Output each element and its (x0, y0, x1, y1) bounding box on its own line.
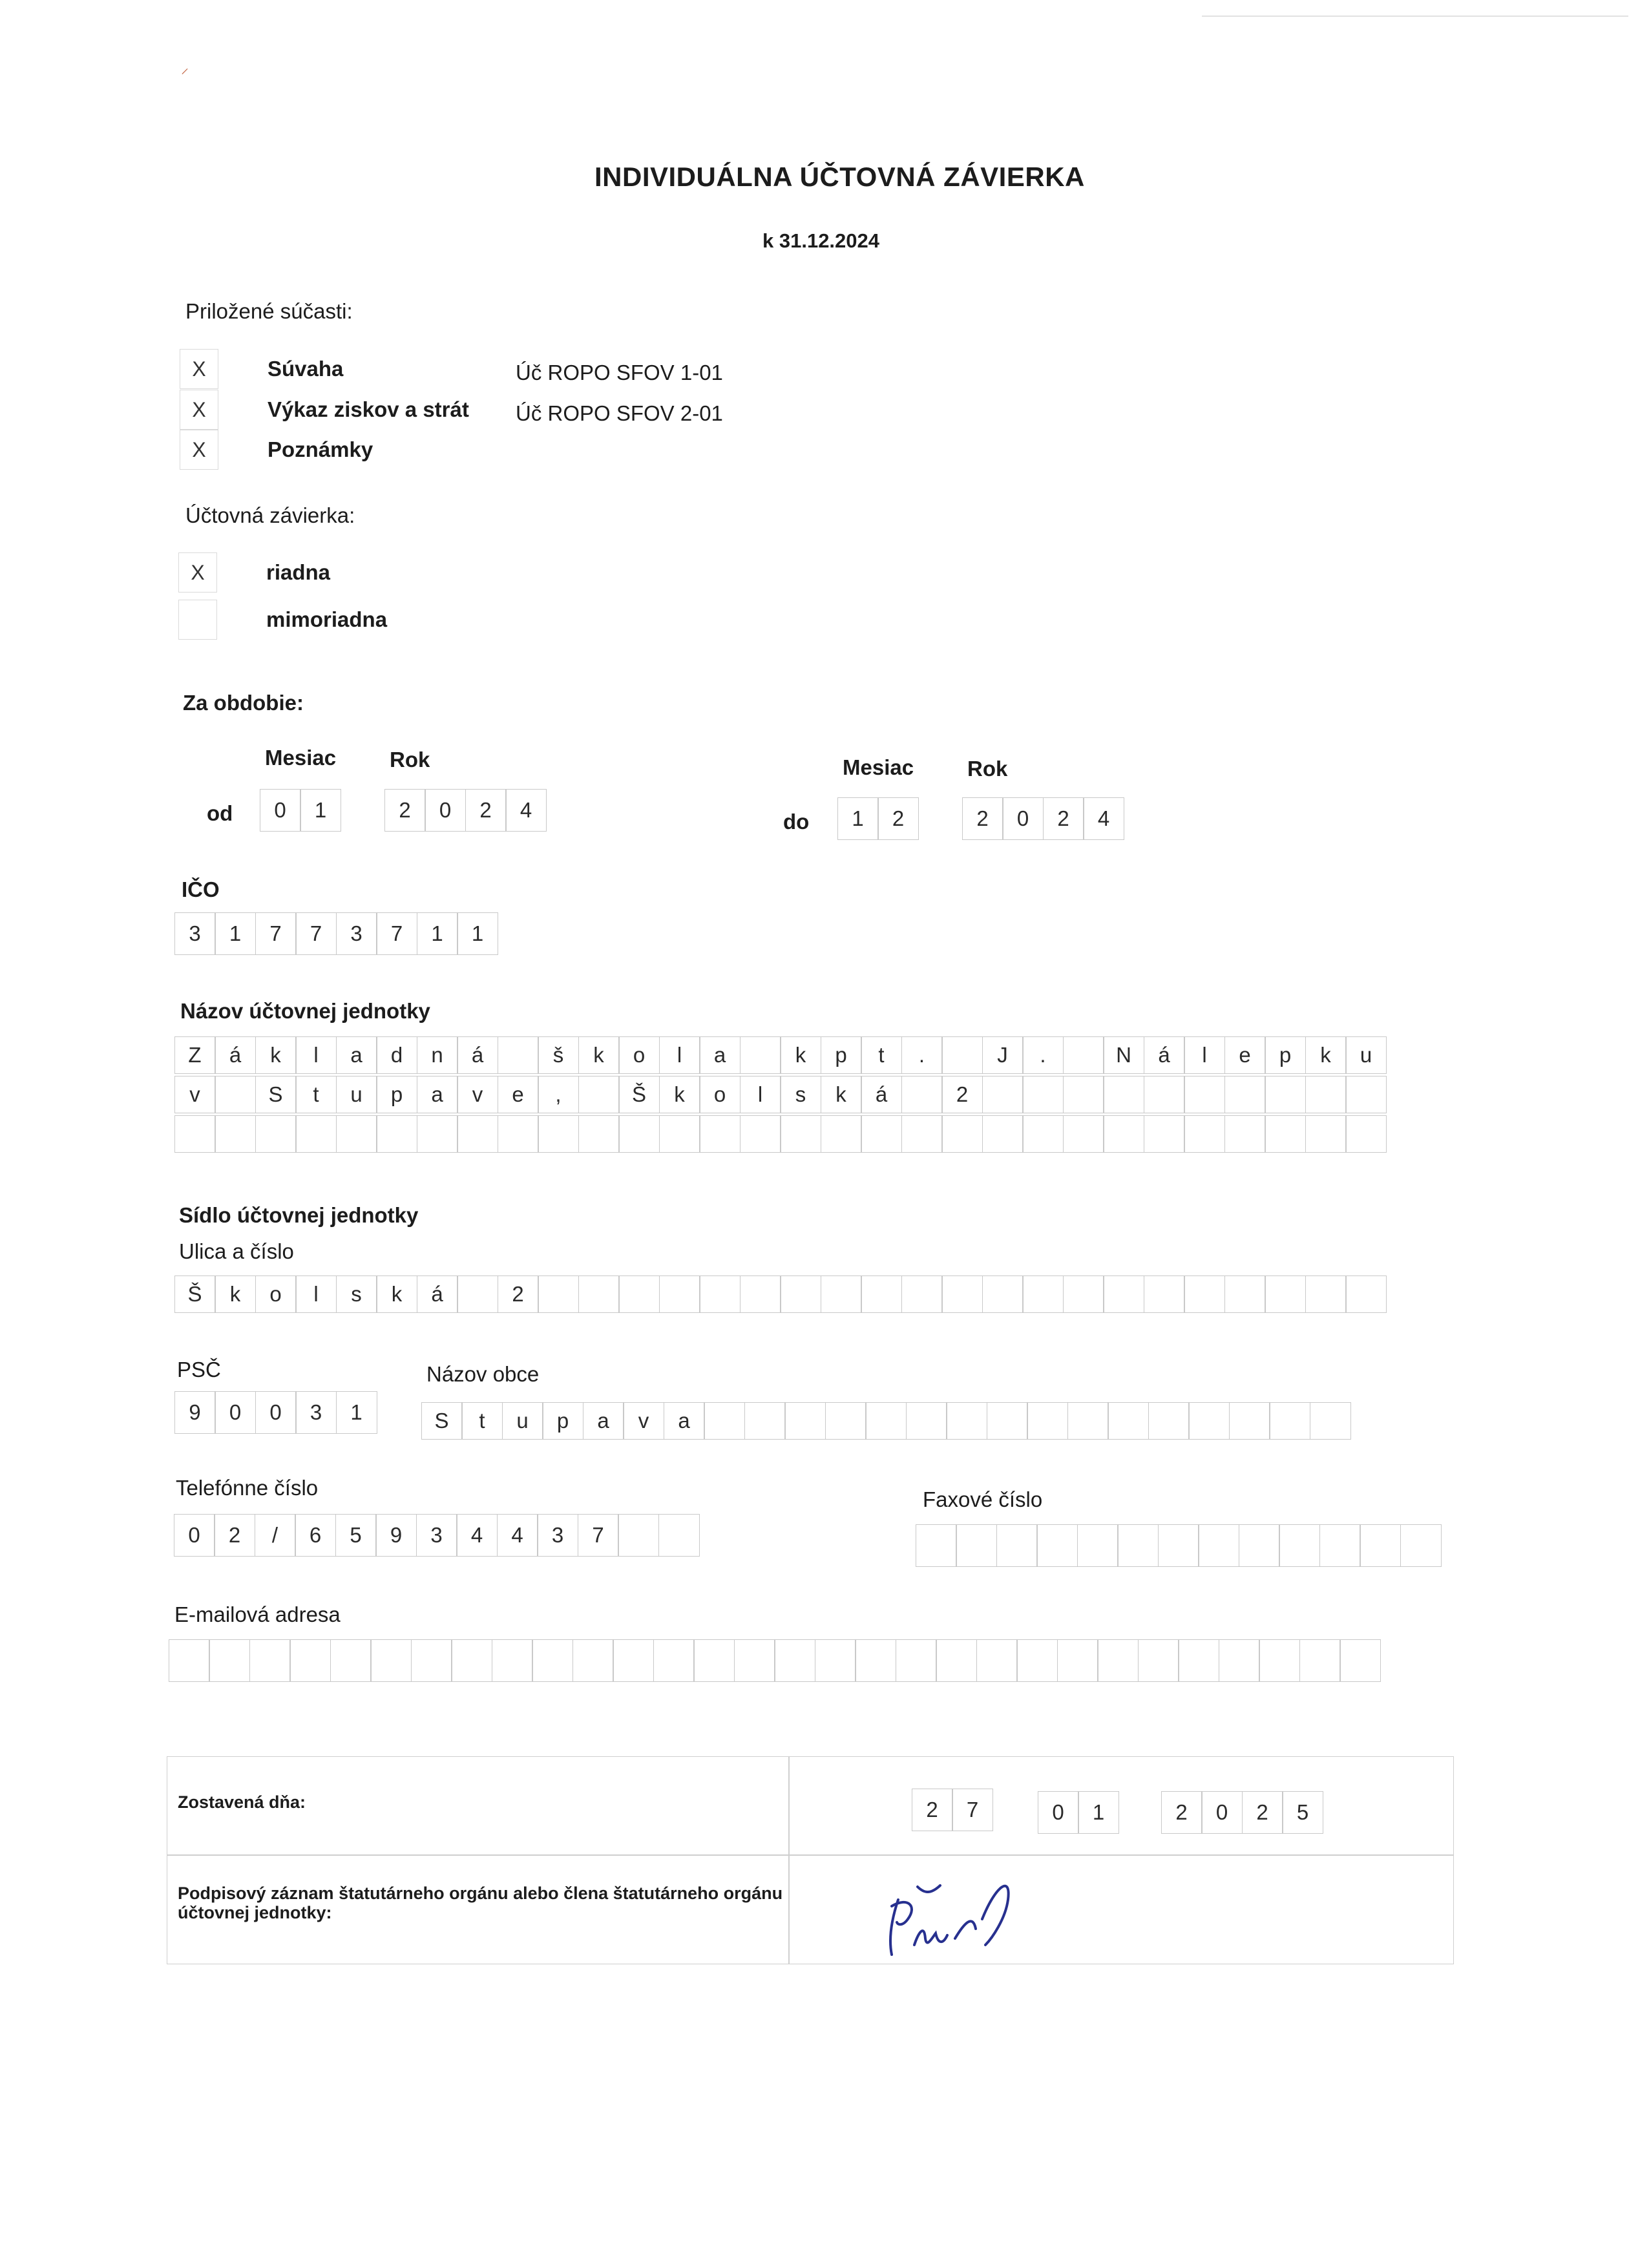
char-cell[interactable] (618, 1514, 659, 1557)
char-cell[interactable]: á (1144, 1036, 1185, 1074)
char-cell[interactable] (1063, 1076, 1104, 1113)
char-cell[interactable] (169, 1639, 210, 1682)
char-cell[interactable] (821, 1276, 862, 1313)
char-cell[interactable]: k (659, 1076, 700, 1113)
char-cell[interactable]: 0 (1201, 1791, 1243, 1834)
char-cell[interactable] (825, 1402, 867, 1440)
char-cell[interactable] (1027, 1402, 1068, 1440)
char-cell[interactable]: 4 (456, 1514, 498, 1557)
char-cell[interactable] (376, 1115, 417, 1153)
char-cell[interactable] (1219, 1639, 1260, 1682)
char-cell[interactable]: 2 (465, 789, 507, 832)
char-cell[interactable] (1063, 1276, 1104, 1313)
closing-type-checkbox[interactable]: X (178, 552, 217, 593)
char-cell[interactable]: á (417, 1276, 458, 1313)
char-cell[interactable]: l (295, 1276, 337, 1313)
char-cell[interactable]: 7 (578, 1514, 619, 1557)
town-label: Názov obce (426, 1362, 540, 1386)
char-cell[interactable]: p (542, 1402, 583, 1440)
char-cell[interactable]: v (174, 1076, 216, 1113)
period-heading: Za obdobie: (183, 691, 304, 715)
attachments-heading: Priložené súčasti: (185, 299, 353, 323)
char-cell[interactable]: 0 (260, 789, 301, 832)
char-cell[interactable]: t (461, 1402, 503, 1440)
char-cell[interactable] (1016, 1639, 1058, 1682)
char-cell[interactable]: k (821, 1076, 862, 1113)
char-cell[interactable]: 1 (336, 1391, 377, 1434)
char-cell[interactable] (578, 1115, 620, 1153)
town-field[interactable] (422, 1402, 1351, 1440)
char-cell[interactable]: t (861, 1036, 902, 1074)
char-cell[interactable]: d (376, 1036, 417, 1074)
char-cell[interactable] (1108, 1402, 1149, 1440)
char-cell[interactable]: a (417, 1076, 458, 1113)
char-cell[interactable]: u (502, 1402, 543, 1440)
char-cell[interactable]: 2 (877, 797, 919, 840)
char-cell[interactable] (1158, 1524, 1199, 1567)
to-month-label: Mesiac (843, 755, 914, 779)
char-cell[interactable]: / (255, 1514, 296, 1557)
char-cell[interactable] (492, 1639, 533, 1682)
compiled-day-field[interactable] (912, 1789, 993, 1831)
char-cell[interactable]: v (457, 1076, 498, 1113)
unit-name-row[interactable] (175, 1036, 1387, 1074)
char-cell[interactable]: s (780, 1076, 821, 1113)
compiled-month-field[interactable] (1038, 1791, 1119, 1834)
signature-label: Podpisový záznam štatutárneho orgánu alebo člena štatutárneho orgánu účtovnej jednotky: (178, 1884, 783, 1922)
char-cell[interactable]: v (623, 1402, 664, 1440)
char-cell[interactable] (613, 1639, 654, 1682)
char-cell[interactable]: u (336, 1076, 377, 1113)
char-cell[interactable]: J (982, 1036, 1024, 1074)
char-cell[interactable] (941, 1036, 983, 1074)
char-cell[interactable] (578, 1276, 620, 1313)
closing-type-heading: Účtovná závierka: (185, 503, 355, 527)
char-cell[interactable]: l (659, 1036, 700, 1074)
char-cell[interactable]: 2 (498, 1276, 539, 1313)
char-cell[interactable]: u (1345, 1036, 1387, 1074)
char-cell[interactable] (658, 1514, 700, 1557)
char-cell[interactable] (209, 1639, 250, 1682)
char-cell[interactable] (855, 1639, 896, 1682)
char-cell[interactable]: 7 (295, 912, 337, 955)
char-cell[interactable] (457, 1276, 498, 1313)
char-cell[interactable] (618, 1276, 660, 1313)
document-title: INDIVIDUÁLNA ÚČTOVNÁ ZÁVIERKA (594, 162, 1085, 192)
attachment-checkbox[interactable]: X (180, 390, 218, 430)
closing-type-label: riadna (266, 560, 331, 584)
to-year-label: Rok (967, 757, 1008, 781)
char-cell[interactable] (734, 1639, 775, 1682)
char-cell[interactable] (457, 1115, 498, 1153)
char-cell[interactable] (653, 1639, 695, 1682)
char-cell[interactable] (1184, 1115, 1225, 1153)
char-cell[interactable] (821, 1115, 862, 1153)
char-cell[interactable] (659, 1115, 700, 1153)
char-cell[interactable] (174, 1115, 216, 1153)
char-cell[interactable]: 9 (174, 1391, 216, 1434)
char-cell[interactable]: e (498, 1076, 539, 1113)
char-cell[interactable] (215, 1115, 256, 1153)
char-cell[interactable]: l (740, 1076, 781, 1113)
attachment-checkbox[interactable]: X (180, 430, 218, 470)
char-cell[interactable] (1265, 1076, 1306, 1113)
from-year-label: Rok (390, 748, 430, 772)
to-year-field[interactable] (963, 797, 1124, 840)
char-cell[interactable]: p (821, 1036, 862, 1074)
attachment-name: Súvaha (268, 357, 344, 381)
char-cell[interactable] (572, 1639, 614, 1682)
char-cell[interactable]: 3 (336, 912, 377, 955)
char-cell[interactable] (1184, 1276, 1225, 1313)
char-cell[interactable]: 1 (417, 912, 458, 955)
char-cell[interactable]: n (417, 1036, 458, 1074)
char-cell[interactable] (215, 1076, 256, 1113)
char-cell[interactable] (901, 1076, 943, 1113)
char-cell[interactable]: k (376, 1276, 417, 1313)
char-cell[interactable]: 1 (837, 797, 879, 840)
char-cell[interactable]: N (1103, 1036, 1144, 1074)
char-cell[interactable]: 7 (952, 1789, 993, 1831)
char-cell[interactable] (936, 1639, 977, 1682)
char-cell[interactable]: e (1224, 1036, 1266, 1074)
from-month-label: Mesiac (265, 746, 337, 770)
char-cell[interactable] (1224, 1076, 1266, 1113)
char-cell[interactable] (411, 1639, 452, 1682)
char-cell[interactable]: 9 (375, 1514, 417, 1557)
char-cell[interactable]: 0 (1038, 1791, 1079, 1834)
from-month-field[interactable] (260, 789, 341, 832)
char-cell[interactable] (1022, 1076, 1064, 1113)
char-cell[interactable] (861, 1276, 902, 1313)
char-cell[interactable]: a (699, 1036, 740, 1074)
char-cell[interactable] (1022, 1276, 1064, 1313)
char-cell[interactable] (417, 1115, 458, 1153)
to-label: do (783, 810, 810, 834)
char-cell[interactable] (1345, 1276, 1387, 1313)
char-cell[interactable] (370, 1639, 412, 1682)
char-cell[interactable]: 3 (537, 1514, 578, 1557)
char-cell[interactable] (618, 1115, 660, 1153)
char-cell[interactable]: 0 (215, 1391, 256, 1434)
char-cell[interactable] (1229, 1402, 1270, 1440)
char-cell[interactable] (1138, 1639, 1179, 1682)
char-cell[interactable] (1400, 1524, 1442, 1567)
char-cell[interactable] (249, 1639, 291, 1682)
closing-type-label: mimoriadna (266, 607, 388, 631)
char-cell[interactable]: á (861, 1076, 902, 1113)
char-cell[interactable]: 2 (962, 797, 1003, 840)
char-cell[interactable] (1178, 1639, 1219, 1682)
char-cell[interactable]: S (421, 1402, 463, 1440)
char-cell[interactable]: l (1184, 1036, 1225, 1074)
char-cell[interactable] (774, 1639, 815, 1682)
char-cell[interactable]: 1 (457, 912, 498, 955)
char-cell[interactable] (578, 1076, 620, 1113)
char-cell[interactable] (1022, 1115, 1064, 1153)
char-cell[interactable] (1345, 1076, 1387, 1113)
char-cell[interactable] (1103, 1276, 1144, 1313)
char-cell[interactable] (1239, 1524, 1280, 1567)
char-cell[interactable]: k (255, 1036, 297, 1074)
char-cell[interactable]: k (578, 1036, 620, 1074)
char-cell[interactable]: 1 (300, 789, 341, 832)
char-cell[interactable]: o (618, 1036, 660, 1074)
char-cell[interactable] (1265, 1115, 1306, 1153)
psc-label: PSČ (177, 1358, 221, 1381)
char-cell[interactable] (336, 1115, 377, 1153)
char-cell[interactable] (1057, 1639, 1098, 1682)
char-cell[interactable]: á (457, 1036, 498, 1074)
char-cell[interactable] (982, 1076, 1024, 1113)
char-cell[interactable]: á (215, 1036, 256, 1074)
ico-label: IČO (182, 877, 220, 901)
char-cell[interactable] (740, 1276, 781, 1313)
attachment-name: Výkaz ziskov a strát (268, 397, 469, 421)
char-cell[interactable] (744, 1402, 786, 1440)
char-cell[interactable] (1279, 1524, 1320, 1567)
char-cell[interactable] (1036, 1524, 1078, 1567)
char-cell[interactable] (1319, 1524, 1361, 1567)
char-cell[interactable] (451, 1639, 492, 1682)
char-cell[interactable] (1063, 1115, 1104, 1153)
char-cell[interactable]: o (699, 1076, 740, 1113)
char-cell[interactable] (1117, 1524, 1159, 1567)
char-cell[interactable]: S (255, 1076, 297, 1113)
char-cell[interactable]: 4 (497, 1514, 538, 1557)
char-cell[interactable] (740, 1115, 781, 1153)
char-cell[interactable]: 6 (295, 1514, 336, 1557)
char-cell[interactable] (693, 1639, 735, 1682)
char-cell[interactable]: a (336, 1036, 377, 1074)
from-year-field[interactable] (385, 789, 547, 832)
char-cell[interactable]: l (295, 1036, 337, 1074)
char-cell[interactable] (906, 1402, 947, 1440)
char-cell[interactable] (1259, 1639, 1300, 1682)
char-cell[interactable] (538, 1276, 579, 1313)
signature-drawing (879, 1861, 1047, 1964)
char-cell[interactable] (1339, 1639, 1381, 1682)
char-cell[interactable] (659, 1276, 700, 1313)
char-cell[interactable] (498, 1115, 539, 1153)
footer-divider-horizontal (167, 1854, 1454, 1856)
char-cell[interactable] (1198, 1524, 1239, 1567)
char-cell[interactable]: 5 (1282, 1791, 1323, 1834)
document-date: k 31.12.2024 (762, 229, 880, 252)
char-cell[interactable] (1310, 1402, 1351, 1440)
char-cell[interactable]: 2 (1161, 1791, 1203, 1834)
char-cell[interactable] (946, 1402, 987, 1440)
char-cell[interactable]: k (215, 1276, 256, 1313)
char-cell[interactable] (255, 1115, 297, 1153)
char-cell[interactable] (941, 1276, 983, 1313)
closing-type-checkbox[interactable] (178, 600, 217, 640)
char-cell[interactable]: 3 (416, 1514, 457, 1557)
char-cell[interactable]: 2 (214, 1514, 255, 1557)
char-cell[interactable]: k (1305, 1036, 1347, 1074)
char-cell[interactable]: t (295, 1076, 337, 1113)
attachment-code: Úč ROPO SFOV 2-01 (516, 401, 723, 425)
char-cell[interactable] (538, 1115, 579, 1153)
email-field[interactable] (169, 1639, 1381, 1682)
char-cell[interactable]: a (664, 1402, 705, 1440)
char-cell[interactable]: o (255, 1276, 297, 1313)
char-cell[interactable] (916, 1524, 957, 1567)
char-cell[interactable] (780, 1276, 821, 1313)
char-cell[interactable] (1345, 1115, 1387, 1153)
char-cell[interactable] (1097, 1639, 1139, 1682)
char-cell[interactable] (976, 1639, 1018, 1682)
char-cell[interactable]: 0 (1002, 797, 1044, 840)
char-cell[interactable]: , (538, 1076, 579, 1113)
char-cell[interactable] (1360, 1524, 1401, 1567)
char-cell[interactable] (901, 1115, 943, 1153)
scan-mark: ⸝ (181, 59, 189, 77)
char-cell[interactable] (1144, 1076, 1185, 1113)
char-cell[interactable]: 2 (1043, 797, 1084, 840)
street-label: Ulica a číslo (179, 1239, 294, 1263)
char-cell[interactable] (815, 1639, 856, 1682)
char-cell[interactable] (784, 1402, 826, 1440)
char-cell[interactable]: 1 (1078, 1791, 1119, 1834)
ico-field[interactable] (175, 912, 498, 955)
street-field[interactable] (175, 1276, 1387, 1313)
char-cell[interactable] (1305, 1115, 1347, 1153)
char-cell[interactable] (699, 1276, 740, 1313)
char-cell[interactable]: Z (174, 1036, 216, 1074)
char-cell[interactable] (1265, 1276, 1306, 1313)
char-cell[interactable] (1077, 1524, 1119, 1567)
char-cell[interactable] (1067, 1402, 1109, 1440)
to-month-field[interactable] (838, 797, 919, 840)
footer-divider-vertical (788, 1756, 790, 1964)
phone-field[interactable] (174, 1514, 700, 1557)
char-cell[interactable] (1224, 1115, 1266, 1153)
char-cell[interactable]: . (1022, 1036, 1064, 1074)
char-cell[interactable]: 3 (174, 912, 216, 955)
seat-heading: Sídlo účtovnej jednotky (179, 1203, 419, 1227)
from-label: od (207, 801, 233, 825)
scan-edge-line (1202, 16, 1628, 17)
char-cell[interactable] (1103, 1076, 1144, 1113)
fax-label: Faxové číslo (923, 1487, 1043, 1511)
char-cell[interactable] (1148, 1402, 1190, 1440)
char-cell[interactable]: Š (174, 1276, 216, 1313)
email-label: E-mailová adresa (174, 1602, 341, 1626)
char-cell[interactable] (1305, 1076, 1347, 1113)
char-cell[interactable] (780, 1115, 821, 1153)
char-cell[interactable] (699, 1115, 740, 1153)
char-cell[interactable] (1299, 1639, 1341, 1682)
char-cell[interactable]: p (376, 1076, 417, 1113)
char-cell[interactable] (295, 1115, 337, 1153)
compiled-year-field[interactable] (1162, 1791, 1323, 1834)
char-cell[interactable]: 7 (255, 912, 297, 955)
char-cell[interactable] (1103, 1115, 1144, 1153)
char-cell[interactable] (1184, 1076, 1225, 1113)
char-cell[interactable] (956, 1524, 997, 1567)
char-cell[interactable] (982, 1276, 1024, 1313)
char-cell[interactable] (740, 1036, 781, 1074)
char-cell[interactable]: 2 (1242, 1791, 1283, 1834)
compiled-label: Zostavená dňa: (178, 1792, 306, 1812)
char-cell[interactable] (941, 1115, 983, 1153)
char-cell[interactable] (901, 1276, 943, 1313)
char-cell[interactable] (1144, 1276, 1185, 1313)
char-cell[interactable] (1188, 1402, 1230, 1440)
char-cell[interactable] (330, 1639, 372, 1682)
char-cell[interactable]: 3 (295, 1391, 337, 1434)
attachment-checkbox[interactable]: X (180, 349, 218, 389)
char-cell[interactable]: a (583, 1402, 624, 1440)
char-cell[interactable]: š (538, 1036, 579, 1074)
char-cell[interactable]: 0 (255, 1391, 297, 1434)
char-cell[interactable]: p (1265, 1036, 1306, 1074)
char-cell[interactable] (498, 1036, 539, 1074)
attachment-name: Poznámky (268, 437, 373, 461)
psc-field[interactable] (175, 1391, 377, 1434)
char-cell[interactable] (704, 1402, 745, 1440)
char-cell[interactable]: 1 (215, 912, 256, 955)
char-cell[interactable]: k (780, 1036, 821, 1074)
char-cell[interactable] (289, 1639, 331, 1682)
char-cell[interactable]: . (901, 1036, 943, 1074)
char-cell[interactable] (865, 1402, 907, 1440)
char-cell[interactable]: 2 (912, 1789, 953, 1831)
char-cell[interactable]: 7 (376, 912, 417, 955)
char-cell[interactable]: 5 (335, 1514, 377, 1557)
phone-label: Telefónne číslo (176, 1476, 319, 1500)
char-cell[interactable] (982, 1115, 1024, 1153)
attachment-code: Úč ROPO SFOV 1-01 (516, 361, 723, 384)
char-cell[interactable] (1144, 1115, 1185, 1153)
char-cell[interactable] (987, 1402, 1028, 1440)
unit-name-label: Názov účtovnej jednotky (180, 999, 430, 1023)
char-cell[interactable] (1063, 1036, 1104, 1074)
char-cell[interactable]: 2 (941, 1076, 983, 1113)
footer-table (167, 1756, 1454, 1964)
unit-name-row[interactable] (175, 1076, 1387, 1113)
char-cell[interactable]: Š (618, 1076, 660, 1113)
char-cell[interactable] (1305, 1276, 1347, 1313)
char-cell[interactable] (532, 1639, 573, 1682)
unit-name-row[interactable] (175, 1115, 1387, 1153)
char-cell[interactable]: s (336, 1276, 377, 1313)
char-cell[interactable]: 0 (425, 789, 466, 832)
char-cell[interactable]: 4 (1083, 797, 1124, 840)
char-cell[interactable]: 4 (505, 789, 547, 832)
char-cell[interactable] (861, 1115, 902, 1153)
char-cell[interactable] (1269, 1402, 1310, 1440)
char-cell[interactable] (1224, 1276, 1266, 1313)
fax-field[interactable] (916, 1524, 1442, 1567)
char-cell[interactable]: 2 (384, 789, 426, 832)
char-cell[interactable] (996, 1524, 1038, 1567)
char-cell[interactable]: 0 (174, 1514, 215, 1557)
char-cell[interactable] (896, 1639, 937, 1682)
